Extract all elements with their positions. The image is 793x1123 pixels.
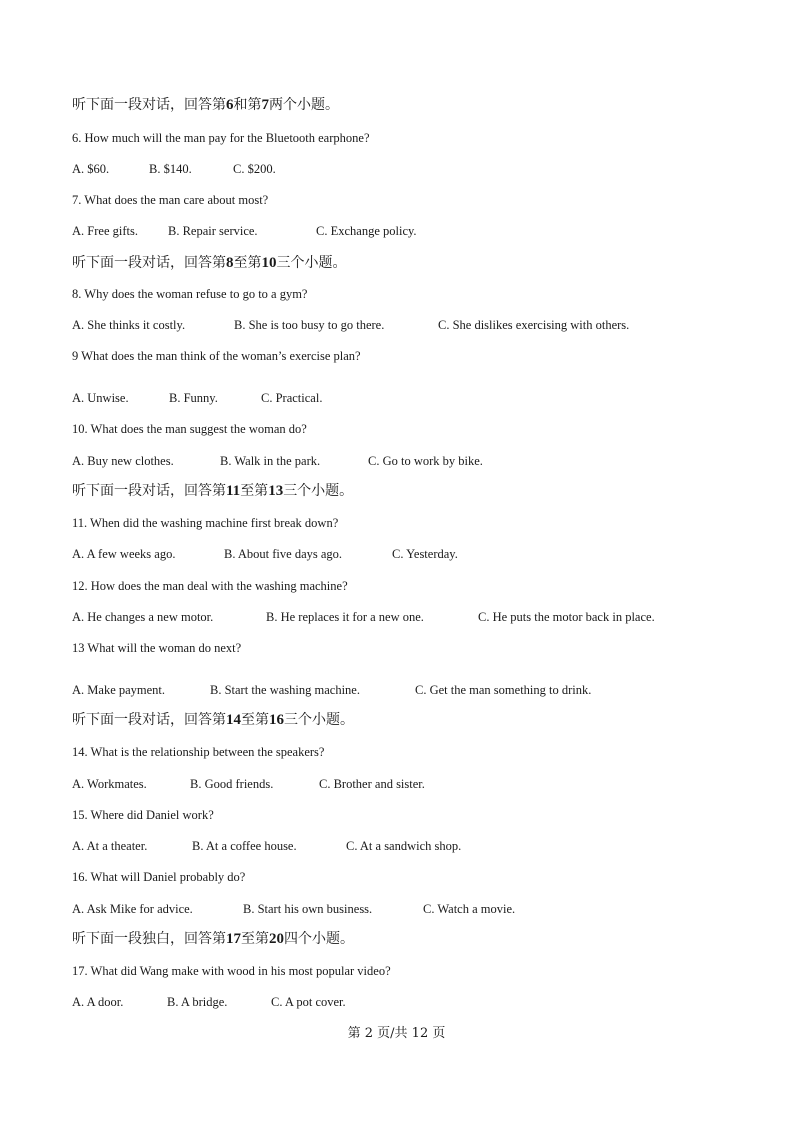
option-b: B. Walk in the park. [220, 454, 321, 468]
option-c: C. Watch a movie. [423, 902, 516, 916]
option-c: C. $200. [233, 162, 276, 176]
option-b: B. Start the washing machine. [210, 683, 360, 697]
option-a: A. Buy new clothes. [72, 454, 174, 468]
question-text: 14. What is the relationship between the speakers? [72, 745, 325, 759]
section-header: 听下面一段独白，回答第17至第20四个小题。 [72, 931, 354, 947]
option-c: C. Get the man something to drink. [415, 683, 592, 697]
option-b: B. Repair service. [168, 224, 258, 238]
option-b: B. Funny. [169, 391, 218, 405]
question-text: 12. How does the man deal with the washing machine? [72, 579, 348, 593]
answer-options [72, 453, 483, 469]
question-text: 7. What does the man care about most? [72, 193, 269, 207]
option-c: C. A pot cover. [271, 995, 346, 1009]
answer-options [72, 776, 425, 792]
answer-options [72, 901, 515, 917]
answer-options [72, 994, 346, 1010]
answer-options [72, 161, 276, 177]
question-text: 17. What did Wang make with wood in his most popular video? [72, 964, 391, 978]
option-b: B. A bridge. [167, 995, 228, 1009]
option-a: A. $60. [72, 162, 110, 176]
option-b: B. He replaces it for a new one. [266, 610, 424, 624]
option-a: A. He changes a new motor. [72, 610, 214, 624]
question-text: 10. What does the man suggest the woman do? [72, 422, 307, 436]
answer-options [72, 390, 322, 406]
option-a: A. She thinks it costly. [72, 318, 186, 332]
question-text: 9 What does the man think of the woman’s exercise plan? [72, 349, 361, 363]
option-c: C. Go to work by bike. [368, 454, 483, 468]
section-header: 听下面一段对话，回答第8至第10三个小题。 [72, 255, 347, 271]
option-a: A. Make payment. [72, 683, 166, 697]
option-c: C. At a sandwich shop. [346, 839, 462, 853]
answer-options [72, 546, 458, 562]
option-a: A. Workmates. [72, 777, 147, 791]
section-header: 听下面一段对话，回答第11至第13三个小题。 [72, 483, 354, 499]
option-a: A. Unwise. [72, 391, 129, 405]
option-c: C. Brother and sister. [319, 777, 425, 791]
answer-options [72, 609, 655, 625]
option-b: B. Good friends. [190, 777, 274, 791]
answer-options [72, 838, 461, 854]
option-a: A. Free gifts. [72, 224, 138, 238]
answer-options [72, 682, 591, 698]
answer-options [72, 223, 417, 239]
option-c: C. Exchange policy. [316, 224, 417, 238]
question-text: 8. Why does the woman refuse to go to a gym? [72, 287, 308, 301]
section-header: 听下面一段对话，回答第6和第7两个小题。 [72, 97, 339, 113]
option-a: A. Ask Mike for advice. [72, 902, 193, 916]
option-b: B. About five days ago. [224, 547, 343, 561]
option-b: B. Start his own business. [243, 902, 373, 916]
question-text: 13 What will the woman do next? [72, 641, 242, 655]
option-c: C. Yesterday. [392, 547, 458, 561]
question-text: 11. When did the washing machine first break down? [72, 516, 339, 530]
option-c: C. She dislikes exercising with others. [438, 318, 630, 332]
option-b: B. She is too busy to go there. [234, 318, 385, 332]
option-c: C. Practical. [261, 391, 323, 405]
option-a: A. A few weeks ago. [72, 547, 176, 561]
section-header: 听下面一段对话，回答第14至第16三个小题。 [72, 712, 354, 728]
answer-options [72, 317, 629, 333]
question-text: 16. What will Daniel probably do? [72, 870, 246, 884]
option-a: A. At a theater. [72, 839, 148, 853]
question-text: 15. Where did Daniel work? [72, 808, 214, 822]
option-c: C. He puts the motor back in place. [478, 610, 655, 624]
question-text: 6. How much will the man pay for the Bluetooth earphone? [72, 131, 370, 145]
option-b: B. At a coffee house. [192, 839, 297, 853]
page-number-footer: 第 2 页/共 12 页 [347, 1026, 446, 1041]
option-b: B. $140. [149, 162, 192, 176]
option-a: A. A door. [72, 995, 124, 1009]
